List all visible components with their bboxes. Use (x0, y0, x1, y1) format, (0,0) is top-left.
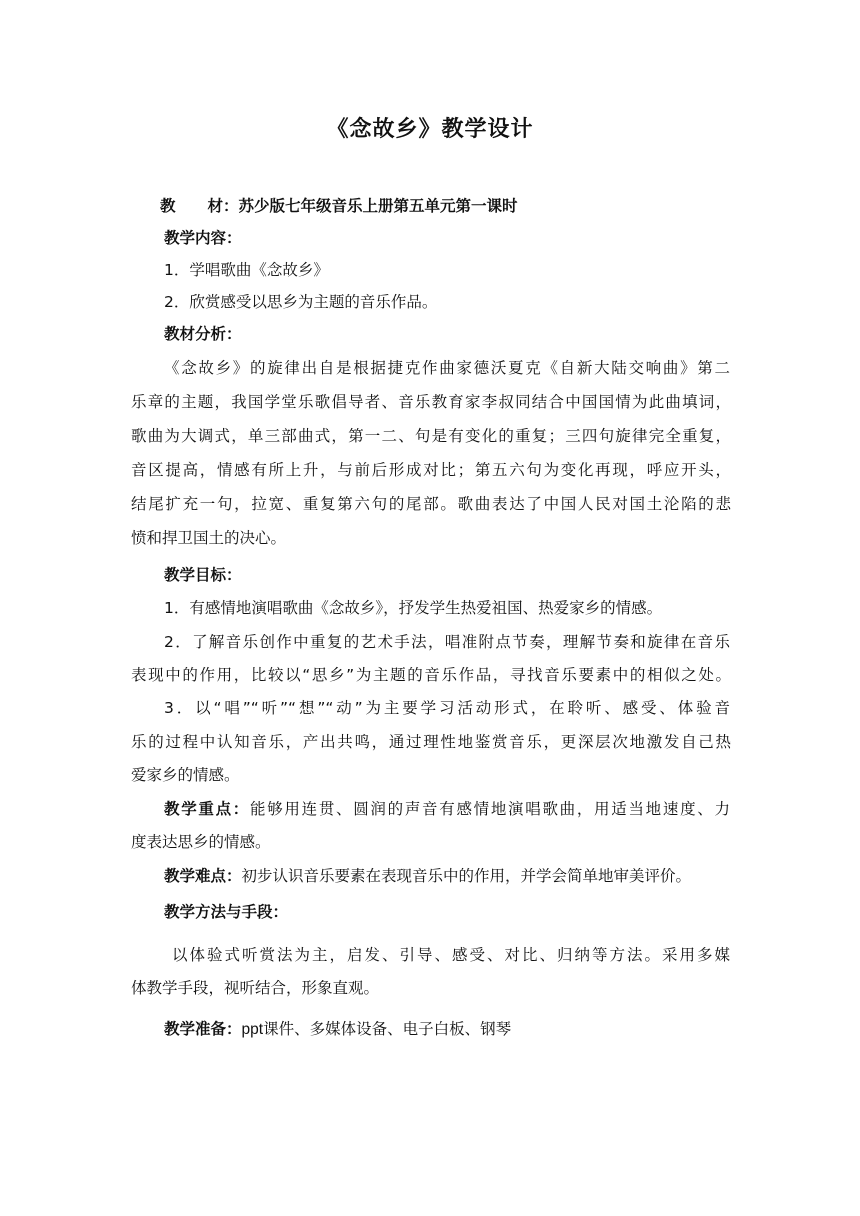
analysis-line: 歌曲为大调式，单三部曲式，第一二、句是有变化的重复；三四句旋律完全重复， (131, 427, 731, 445)
methods-heading: 教学方法与手段： (164, 903, 289, 921)
key-points-text: 能够用连贯、圆润的声音有感情地演唱歌曲，用适当地速度、力 (250, 800, 730, 818)
material-label-2: 材： (207, 197, 239, 215)
difficulties-label: 教学难点： (164, 867, 242, 885)
analysis-heading: 教材分析： (164, 325, 242, 343)
goals-heading: 教学目标： (164, 566, 242, 584)
goal-line: 2．了解音乐创作中重复的艺术手法，唱准附点节奏，理解节奏和旋律在音乐 (164, 633, 730, 651)
key-points-label: 教学重点： (164, 800, 251, 818)
content-heading: 教学内容： (164, 229, 242, 247)
goal-line: 3．以“唱”“听”“想”“动”为主要学习活动形式，在聆听、感受、体验音 (164, 699, 730, 717)
analysis-line: 愤和捍卫国土的决心。 (131, 529, 287, 547)
material-value: 苏少版七年级音乐上册第五单元第一课时 (238, 197, 518, 215)
analysis-line: 《念故乡》的旋律出自是根据捷克作曲家德沃夏克《自新大陆交响曲》第二 (164, 359, 730, 377)
difficulties-text: 初步认识音乐要素在表现音乐中的作用，并学会简单地审美评价。 (241, 867, 692, 885)
analysis-line: 乐章的主题，我国学堂乐歌倡导者、音乐教育家李叔同结合中国国情为此曲填词， (131, 393, 731, 411)
methods-line: 体教学手段，视听结合，形象直观。 (131, 979, 380, 997)
document-title: 《念故乡》教学设计 (326, 117, 534, 142)
methods-line: 以体验式听赏法为主，启发、引导、感受、对比、归纳等方法。采用多媒 (172, 946, 730, 964)
content-item: 1．学唱歌曲《念故乡》 (164, 261, 329, 279)
goal-line: 表现中的作用，比较以“思乡”为主题的音乐作品，寻找音乐要素中的相似之处。 (131, 666, 731, 684)
goal-line: 1．有感情地演唱歌曲《念故乡》，抒发学生热爱祖国、热爱家乡的情感。 (164, 599, 663, 617)
difficulties-line (164, 864, 734, 888)
key-points-line (164, 797, 730, 821)
preparation-label: 教学准备： (164, 1020, 242, 1038)
goal-line: 乐的过程中认知音乐，产出共鸣，通过理性地鉴赏音乐，更深层次地激发自己热 (131, 733, 731, 751)
key-points-line-2: 度表达思乡的情感。 (131, 833, 271, 851)
goal-line: 爱家乡的情感。 (131, 766, 240, 784)
preparation-text: 课件、多媒体设备、电子白板、钢琴 (263, 1020, 512, 1038)
analysis-line: 音区提高，情感有所上升，与前后形成对比；第五六句为变化再现，呼应开头， (131, 461, 731, 479)
material-line (160, 194, 760, 218)
content-item: 2．欣赏感受以思乡为主题的音乐作品。 (164, 293, 438, 311)
material-label-1: 教 (160, 197, 176, 215)
analysis-line: 结尾扩充一句，拉宽、重复第六句的尾部。歌曲表达了中国人民对国土沦陷的悲 (131, 495, 731, 513)
preparation-line (164, 1017, 734, 1042)
preparation-ppt: ppt (241, 1021, 264, 1038)
